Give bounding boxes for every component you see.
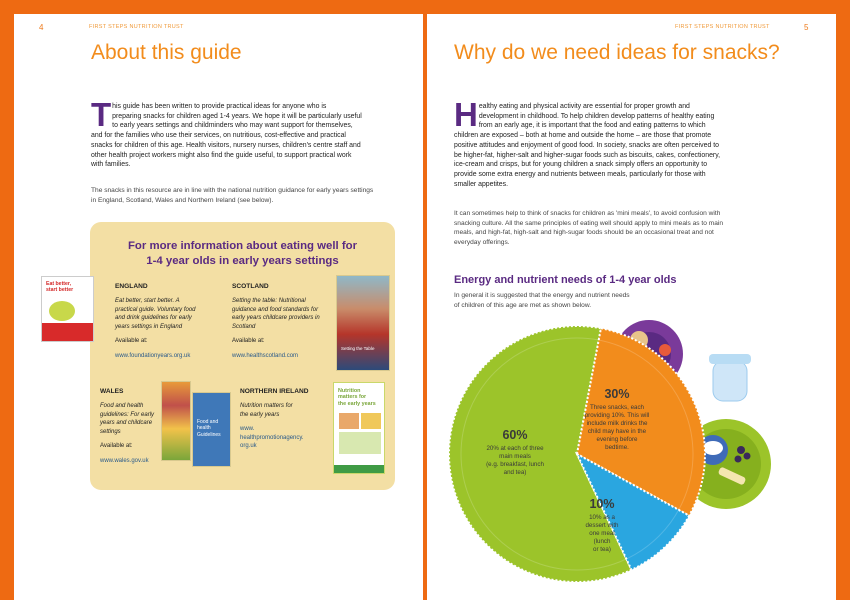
label-line: bedtime. bbox=[605, 444, 629, 451]
text-line: be higher-fat, higher-salt and higher-sugar foods such as biscuits, cakes, confectionery, bbox=[454, 151, 721, 159]
text-line: ice-cream and crisps, but for young children a snack simply offers an opportunity to bbox=[454, 161, 708, 169]
label-line: main meals bbox=[499, 453, 531, 460]
energy-pie-chart bbox=[427, 14, 836, 600]
cover-photo bbox=[339, 432, 381, 454]
snacks-percent: 30% bbox=[604, 387, 630, 401]
wales-description bbox=[100, 402, 170, 436]
label-line: 20% at each of three bbox=[486, 445, 544, 452]
desc-line: years and childcare bbox=[100, 420, 153, 427]
link-line: org.uk bbox=[240, 443, 257, 450]
scotland-description bbox=[232, 297, 332, 331]
cover-line: the early years bbox=[338, 400, 376, 407]
cover-title: Setting the Table bbox=[341, 345, 375, 351]
england-description bbox=[115, 297, 205, 331]
cover-footer-band bbox=[334, 465, 385, 473]
main-meals-percent: 60% bbox=[502, 428, 528, 442]
text-line: snacking culture. All the same principles of eating well should apply to mini meals as to main bbox=[454, 219, 724, 227]
label-line: include milk drinks the bbox=[586, 420, 648, 427]
cover-illustration bbox=[49, 301, 75, 321]
label-line: or tea) bbox=[593, 546, 611, 553]
cover-line: Food and health bbox=[197, 419, 219, 432]
cup-illustration bbox=[709, 354, 751, 401]
northern-ireland-heading: NORTHERN IRELAND bbox=[240, 388, 309, 395]
text-line: In general it is suggested that the energy and nutrient needs bbox=[454, 292, 630, 299]
label-line: (e.g. breakfast, lunch bbox=[486, 461, 544, 468]
desc-line: the early years bbox=[240, 411, 280, 418]
link-line: healthpromotionagency. bbox=[240, 434, 304, 441]
text-line: children are exposed – both at home and outside the home – are those that promote bbox=[454, 132, 712, 140]
cover-title bbox=[46, 281, 73, 294]
text-line: provide some extra energy and nutrients between meals, particularly for those with bbox=[454, 170, 706, 178]
northern-ireland-block bbox=[240, 388, 335, 450]
text-line: of children of this age are met as shown below. bbox=[454, 301, 592, 309]
dessert-percent: 10% bbox=[589, 497, 615, 511]
cover-title bbox=[197, 419, 230, 438]
text-line: meals, and high-fat, high-salt and high-sugar foods should be an occasional treat and not bbox=[454, 229, 714, 237]
text-line: in England, Scotland, Wales and Northern Ireland (see below). bbox=[91, 196, 274, 204]
text-line: everyday offerings. bbox=[454, 238, 510, 246]
desc-line: guidelines: For early bbox=[100, 411, 155, 418]
label-line: child may have in the bbox=[587, 428, 647, 435]
label-line: providing 10%. This will bbox=[584, 412, 650, 419]
cover-line: Nutrition bbox=[338, 388, 361, 394]
northern-ireland-description bbox=[240, 402, 335, 419]
body-paragraph bbox=[91, 186, 411, 205]
wales-heading: WALES bbox=[100, 388, 124, 395]
scotland-heading: SCOTLAND bbox=[232, 283, 269, 290]
text-line: development in childhood. To help children develop patterns of healthy eating bbox=[478, 112, 715, 120]
title-line: 1-4 year olds in early years settings bbox=[146, 254, 339, 267]
text-line: to early years settings and childminders who may want support for themselves, bbox=[112, 122, 353, 130]
info-box-title bbox=[90, 239, 395, 268]
northern-ireland-cover bbox=[333, 382, 385, 474]
label-line: Three snacks, each bbox=[590, 404, 644, 411]
text-line: other health project workers might also find the guide useful, to support practical work bbox=[91, 151, 352, 159]
text-line: The snacks in this resource are in line with the national nutrition guidance for early years settings bbox=[91, 187, 374, 194]
label-line: evening before bbox=[596, 436, 638, 443]
england-cover bbox=[41, 276, 94, 342]
available-label: Available at: bbox=[232, 338, 265, 345]
text-line: positive attitudes and enjoyment of good food. In society, snacks are often perceived to bbox=[454, 141, 719, 149]
page-title: About this guide bbox=[91, 41, 242, 64]
pie-slices bbox=[449, 326, 705, 582]
available-label: Available at: bbox=[115, 338, 148, 345]
text-line: with families. bbox=[91, 161, 131, 169]
wales-link[interactable]: www.wales.gov.uk bbox=[100, 458, 149, 465]
cover-line: start better bbox=[46, 287, 74, 294]
page-number: 4 bbox=[39, 23, 44, 32]
desc-line: Eat better, start better. A bbox=[115, 298, 180, 305]
title-line: For more information about eating well for bbox=[127, 240, 358, 252]
desc-line: guidance and food standards for bbox=[232, 306, 319, 313]
text-line: his guide has been written to provide practical ideas for anyone who is bbox=[112, 103, 327, 110]
cover-band bbox=[42, 323, 94, 342]
england-link[interactable]: www.foundationyears.org.uk bbox=[115, 353, 191, 360]
desc-line: settings bbox=[100, 428, 121, 435]
label-line: one meal bbox=[589, 530, 615, 537]
intro-paragraph bbox=[91, 96, 406, 170]
desc-line: early years childcare providers in bbox=[232, 315, 320, 322]
england-block bbox=[115, 283, 205, 361]
desc-line: Scotland bbox=[232, 323, 256, 330]
england-heading: ENGLAND bbox=[115, 283, 148, 290]
scotland-link[interactable]: www.healthscotland.com bbox=[232, 353, 299, 360]
wales-guidelines-cover bbox=[192, 392, 231, 467]
label-line: (lunch bbox=[593, 538, 611, 545]
cover-photo bbox=[361, 413, 381, 429]
scotland-cover-image bbox=[336, 275, 390, 371]
info-box bbox=[90, 222, 395, 490]
text-line: preparing snacks for children aged 1-4 years. We hope it will be particularly useful bbox=[112, 112, 362, 120]
label-line: 10% as a bbox=[589, 514, 615, 521]
running-header: FIRST STEPS NUTRITION TRUST bbox=[89, 24, 184, 30]
desc-line: years settings in England bbox=[115, 323, 183, 330]
text-line: from an early age, it is important that the food and eating patterns to which bbox=[478, 122, 706, 130]
desc-line: practical guide. Voluntary food bbox=[115, 306, 196, 313]
text-line: snacks for children of this age. Health visitors, nursery nurses, children's centre staff and bbox=[91, 141, 361, 149]
cover-line: Guidelines bbox=[197, 431, 221, 438]
wales-photo-cover bbox=[161, 381, 191, 461]
link-line: www. bbox=[240, 426, 255, 433]
label-line: dessert with bbox=[585, 522, 619, 529]
label-line: and tea) bbox=[503, 469, 527, 476]
left-page bbox=[14, 14, 423, 600]
text-line: It can sometimes help to think of snacks for children as 'mini meals', to avoid confusion with bbox=[454, 210, 721, 217]
cover-photo bbox=[339, 413, 359, 429]
desc-line: Food and health bbox=[100, 403, 144, 410]
desc-line: Nutrition matters for bbox=[240, 403, 293, 410]
text-line: ealthy eating and physical activity are essential for proper growth and bbox=[478, 103, 690, 110]
drop-cap: H bbox=[454, 96, 478, 133]
desc-line: Setting the table: Nutritional bbox=[232, 298, 306, 305]
running-header: FIRST STEPS NUTRITION TRUST bbox=[675, 24, 770, 30]
northern-ireland-link[interactable] bbox=[240, 425, 335, 450]
section-subheading: Energy and nutrient needs of 1-4 year olds bbox=[454, 274, 677, 286]
cover-line: matters for bbox=[338, 394, 367, 401]
wales-block bbox=[100, 388, 170, 466]
page-number: 5 bbox=[804, 23, 809, 32]
text-line: smaller appetites. bbox=[454, 180, 509, 188]
drop-cap: T bbox=[91, 96, 112, 133]
available-label: Available at: bbox=[100, 443, 133, 450]
desc-line: and drink guidelines for early bbox=[115, 315, 192, 322]
cover-title bbox=[338, 388, 376, 407]
cover-line: Eat better, bbox=[46, 281, 72, 287]
right-page bbox=[427, 14, 836, 600]
page-title: Why do we need ideas for snacks? bbox=[454, 41, 780, 64]
scotland-block bbox=[232, 283, 332, 361]
text-line: and for the families who use their services, on nutritious, cost-effective and practical bbox=[91, 132, 346, 140]
